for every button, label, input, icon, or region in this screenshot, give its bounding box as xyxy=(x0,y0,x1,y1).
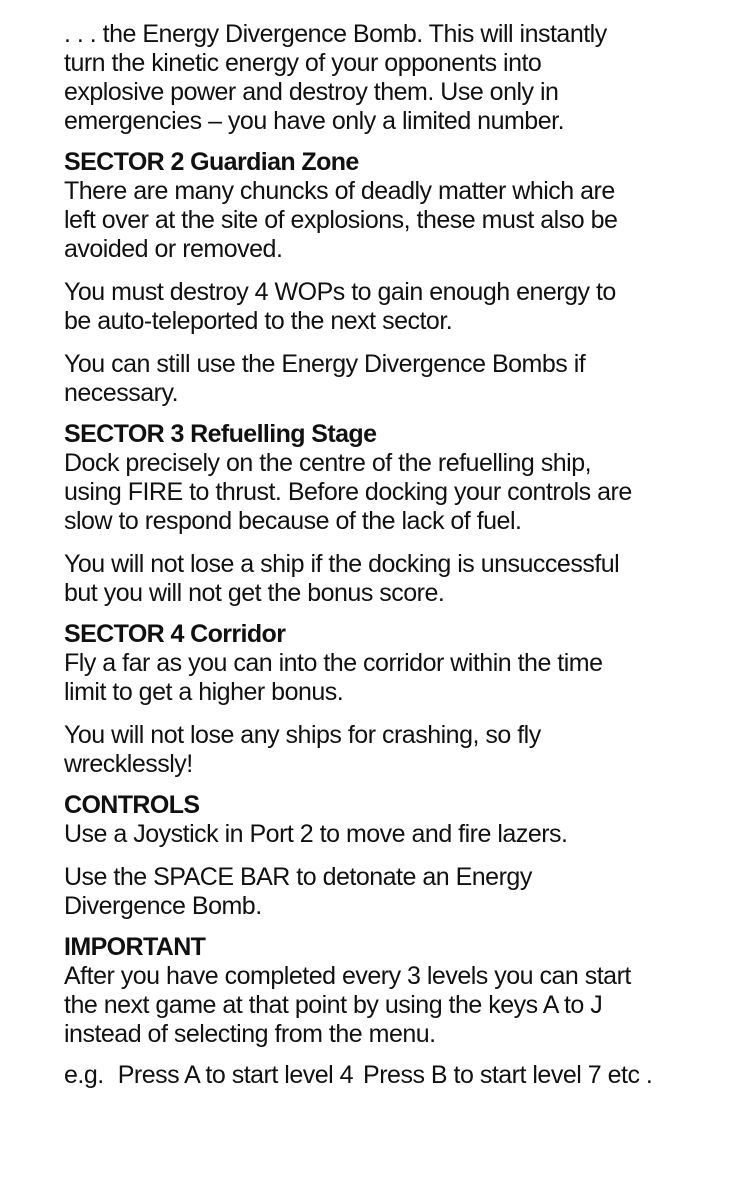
sector2-paragraph-3 xyxy=(64,350,714,408)
sector2-heading: SECTOR 2 Guardian Zone xyxy=(64,148,359,176)
sector2-paragraph-2 xyxy=(64,278,714,336)
sector4-heading: SECTOR 4 Corridor xyxy=(64,620,286,648)
text-line: After you have completed every 3 levels you can start xyxy=(64,962,631,990)
text-line: but you will not get the bonus score. xyxy=(64,579,445,607)
text-line: slow to respond because of the lack of fuel. xyxy=(64,507,522,535)
text-line: Divergence Bomb. xyxy=(64,892,262,920)
text-line: You will not lose a ship if the docking is unsuccessful xyxy=(64,550,620,578)
text-line: necessary. xyxy=(64,379,179,407)
intro-paragraph xyxy=(64,20,714,136)
sector4-paragraph-1 xyxy=(64,649,714,707)
controls-paragraph-1 xyxy=(64,820,714,849)
important-paragraph-1 xyxy=(64,962,714,1049)
text-line: left over at the site of explosions, these must also be xyxy=(64,206,618,234)
text-line: You must destroy 4 WOPs to gain enough energy to xyxy=(64,278,616,306)
text-line: You will not lose any ships for crashing, so fly xyxy=(64,721,541,749)
sector3-paragraph-1 xyxy=(64,449,714,536)
text-line: explosive power and destroy them. Use only in xyxy=(64,78,559,106)
sector2-paragraph-1 xyxy=(64,177,714,264)
text-line: using FIRE to thrust. Before docking your controls are xyxy=(64,478,632,506)
controls-paragraph-2 xyxy=(64,863,714,921)
important-heading: IMPORTANT xyxy=(64,933,206,961)
example-prefix: e.g. xyxy=(64,1061,104,1089)
text-line: wrecklessly! xyxy=(64,750,193,778)
text-line: the next game at that point by using the keys A to J xyxy=(64,991,603,1019)
text-line: Dock precisely on the centre of the refuelling ship, xyxy=(64,449,592,477)
text-line: Use the SPACE BAR to detonate an Energy xyxy=(64,863,532,891)
text-line: Use a Joystick in Port 2 to move and fire lazers. xyxy=(64,820,568,848)
sector4-paragraph-2 xyxy=(64,721,714,779)
example-level-7: Press B to start level 7 etc . xyxy=(363,1061,653,1089)
sector3-heading: SECTOR 3 Refuelling Stage xyxy=(64,420,377,448)
text-line: Fly a far as you can into the corridor within the time xyxy=(64,649,603,677)
text-line: instead of selecting from the menu. xyxy=(64,1020,436,1048)
text-line: be auto-teleported to the next sector. xyxy=(64,307,453,335)
manual-page xyxy=(64,20,714,1090)
example-line xyxy=(64,1061,714,1090)
text-line: turn the kinetic energy of your opponents into xyxy=(64,49,542,77)
text-line: You can still use the Energy Divergence Bombs if xyxy=(64,350,586,378)
text-line: There are many chuncks of deadly matter which are xyxy=(64,177,615,205)
controls-heading: CONTROLS xyxy=(64,791,200,819)
sector3-paragraph-2 xyxy=(64,550,714,608)
text-line: avoided or removed. xyxy=(64,235,283,263)
text-line: . . . the Energy Divergence Bomb. This will instantly xyxy=(64,20,607,48)
example-level-4: Press A to start level 4 xyxy=(117,1061,354,1089)
text-line: limit to get a higher bonus. xyxy=(64,678,344,706)
text-line: emergencies – you have only a limited number. xyxy=(64,107,565,135)
